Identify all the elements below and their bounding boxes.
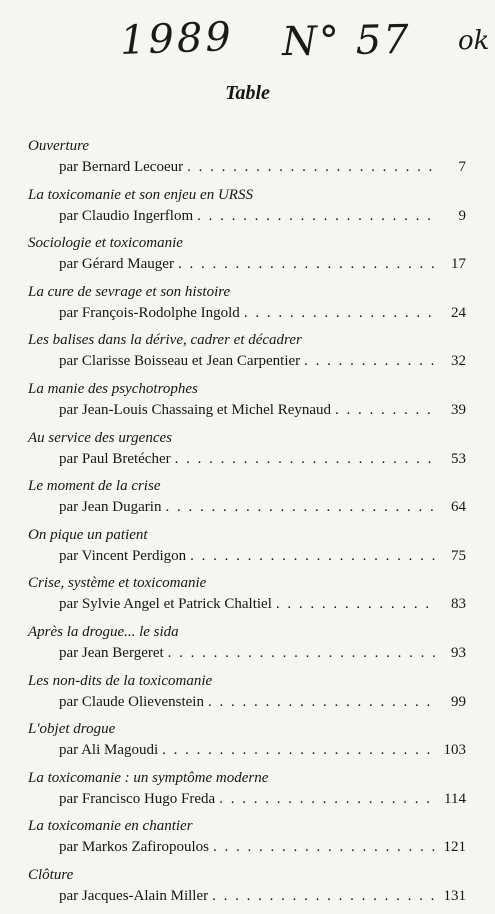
toc-entry-line xyxy=(28,156,466,178)
toc-entry-page: 131 xyxy=(443,887,466,904)
toc-entry-page: 83 xyxy=(451,596,466,613)
toc-entry xyxy=(28,671,466,720)
toc-entry-title: Après la drogue... le sida xyxy=(28,623,179,640)
toc-entry-page: 75 xyxy=(451,547,466,564)
toc-entry-author: par Jean Bergeret xyxy=(59,644,164,661)
toc-entry-author: par Claude Olievenstein xyxy=(59,693,204,710)
toc-entry-title: Ouverture xyxy=(28,138,90,154)
toc-entry-author: par Jacques-Alain Miller xyxy=(59,887,209,904)
dot-leader xyxy=(190,545,436,567)
dot-leader xyxy=(162,739,436,761)
toc-entry xyxy=(28,622,466,671)
handwritten-annotation xyxy=(0,6,495,68)
dot-leader xyxy=(213,836,436,858)
toc-entry xyxy=(28,282,466,331)
toc-entry-author: par Francisco Hugo Freda xyxy=(59,790,216,807)
toc-entry-author: par François-Rodolphe Ingold xyxy=(59,304,240,321)
toc-entry-line xyxy=(28,691,466,713)
toc-entry-line xyxy=(28,739,466,761)
toc-entry-page: 99 xyxy=(451,693,466,710)
dot-leader xyxy=(178,253,436,275)
handwritten-issue-number: N° 57 xyxy=(281,16,412,66)
toc-entry-title: Clôture xyxy=(28,866,74,883)
dot-leader xyxy=(219,788,436,810)
page-title: Table xyxy=(225,82,270,104)
toc-entry-title: La toxicomanie : un symptôme moderne xyxy=(28,769,269,786)
toc-entry-author: par Jean Dugarin xyxy=(59,499,162,516)
toc-entry xyxy=(28,865,466,914)
toc-entry-author: par Markos Zafiropoulos xyxy=(59,839,209,856)
toc-entry-line xyxy=(28,302,466,324)
toc-entry xyxy=(28,185,466,234)
toc-entry-author: par Sylvie Angel et Patrick Chaltiel xyxy=(59,596,272,613)
toc-entry xyxy=(28,136,466,185)
toc-entry-page: 17 xyxy=(451,256,466,273)
toc-entry-page: 9 xyxy=(458,207,466,224)
dot-leader xyxy=(208,691,436,713)
dot-leader xyxy=(276,593,436,615)
toc-entry-title: Le moment de la crise xyxy=(28,478,161,495)
toc-entry-line xyxy=(28,399,466,421)
toc-entry-author: par Jean-Louis Chassaing et Michel Reynaud xyxy=(59,401,332,418)
toc-entry-line xyxy=(28,496,466,518)
toc-entry-page: 32 xyxy=(451,353,466,370)
toc-entry-page: 39 xyxy=(451,401,466,418)
dot-leader xyxy=(197,205,436,227)
toc-entry-author: par Vincent Perdigon xyxy=(59,547,187,564)
toc-entry-line xyxy=(28,885,466,907)
dot-leader xyxy=(168,642,436,664)
toc-entry-title: La manie des psychotrophes xyxy=(28,380,198,397)
table-of-contents xyxy=(28,136,466,914)
toc-entry-line xyxy=(28,545,466,567)
toc-entry xyxy=(28,525,466,574)
toc-entry-line xyxy=(28,350,466,372)
dot-leader xyxy=(187,156,436,178)
toc-entry xyxy=(28,476,466,525)
toc-entry-page: 24 xyxy=(451,304,466,321)
toc-entry-page: 53 xyxy=(451,450,466,467)
toc-entry xyxy=(28,719,466,768)
dot-leader xyxy=(304,350,436,372)
toc-entry-title: La toxicomanie en chantier xyxy=(28,818,193,835)
dot-leader xyxy=(175,448,436,470)
toc-entry xyxy=(28,428,466,477)
toc-entry xyxy=(28,816,466,865)
toc-entry-title: Crise, système et toxicomanie xyxy=(28,575,207,592)
toc-entry-title: Au service des urgences xyxy=(28,429,172,446)
dot-leader xyxy=(212,885,436,907)
toc-entry-line xyxy=(28,253,466,275)
toc-entry-author: par Bernard Lecoeur xyxy=(59,159,184,175)
toc-entry-page: 7 xyxy=(458,159,466,175)
toc-entry-author: par Gérard Mauger xyxy=(59,256,174,273)
toc-entry-page: 103 xyxy=(443,742,466,759)
toc-entry-title: Les non-dits de la toxicomanie xyxy=(28,672,213,689)
toc-entry xyxy=(28,330,466,379)
toc-entry xyxy=(28,379,466,428)
toc-entry-line xyxy=(28,642,466,664)
toc-entry-title: La cure de sevrage et son histoire xyxy=(28,283,231,300)
toc-entry-title: Les balises dans la dérive, cadrer et décadrer xyxy=(28,332,302,349)
toc-entry xyxy=(28,573,466,622)
toc-entry-author: par Paul Bretécher xyxy=(59,450,171,467)
toc-entry-title: La toxicomanie et son enjeu en URSS xyxy=(28,186,253,203)
handwritten-mark: ok xyxy=(458,26,490,56)
toc-entry-page: 114 xyxy=(444,790,466,807)
toc-entry-title: L'objet drogue xyxy=(28,721,116,738)
toc-entry-line xyxy=(28,593,466,615)
toc-entry-author: par Ali Magoudi xyxy=(59,742,159,759)
toc-entry-author: par Clarisse Boisseau et Jean Carpentier xyxy=(59,353,301,370)
toc-entry-line xyxy=(28,788,466,810)
toc-entry-title: On pique un patient xyxy=(28,526,148,543)
toc-entry-line xyxy=(28,448,466,470)
toc-entry xyxy=(28,233,466,282)
toc-entry-line xyxy=(28,836,466,858)
toc-entry xyxy=(28,768,466,817)
toc-entry-page: 93 xyxy=(451,644,466,661)
toc-entry-line xyxy=(28,205,466,227)
dot-leader xyxy=(165,496,436,518)
dot-leader xyxy=(244,302,436,324)
toc-entry-title: Sociologie et toxicomanie xyxy=(28,235,183,252)
toc-entry-author: par Claudio Ingerflom xyxy=(59,207,194,224)
dot-leader xyxy=(335,399,436,421)
handwritten-year: 1989 xyxy=(119,14,235,64)
toc-entry-page: 121 xyxy=(443,839,466,856)
toc-entry-page: 64 xyxy=(451,499,466,516)
